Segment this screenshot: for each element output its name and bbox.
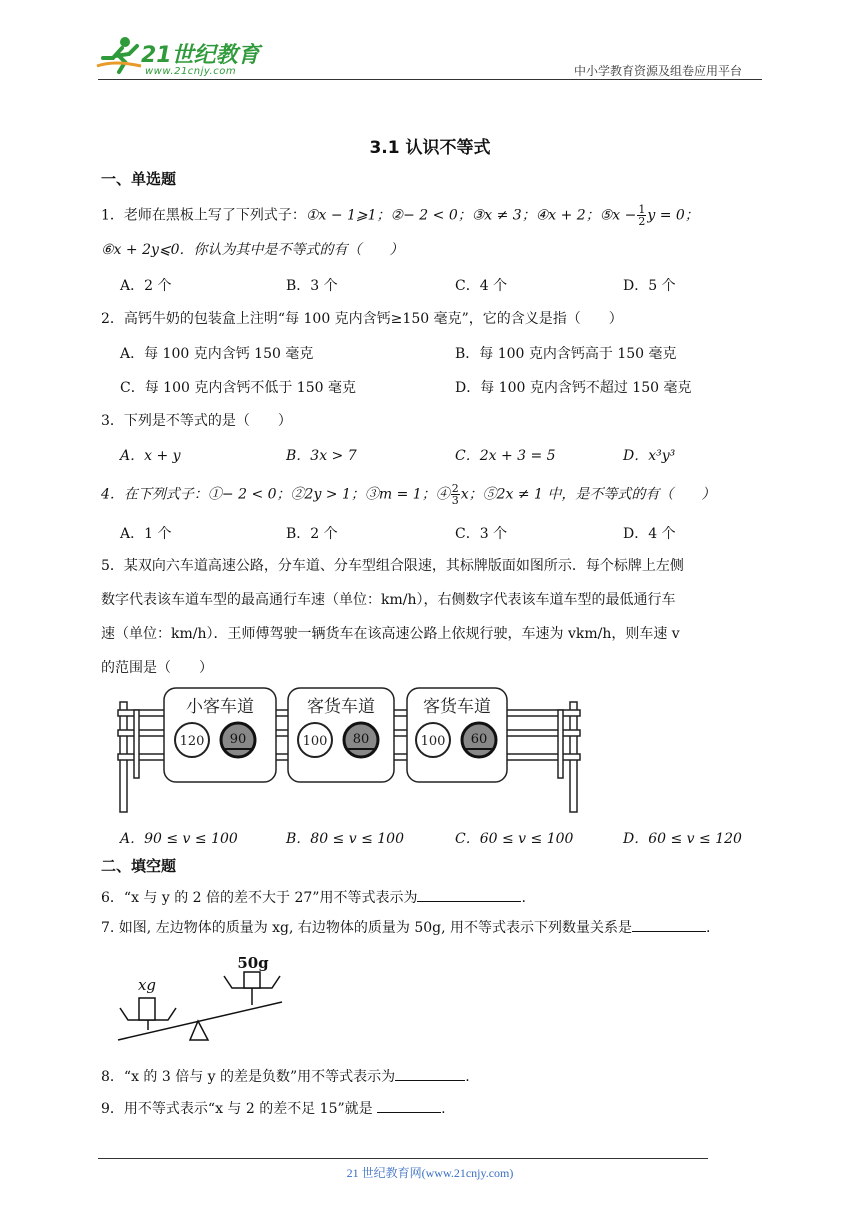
q5-option-c: C．60 ≤ v ≤ 100	[455, 831, 574, 847]
sign-1-max: 120	[179, 734, 205, 749]
logo-main-text: 21世纪教育	[141, 43, 260, 68]
q9-answer-blank[interactable]	[377, 1098, 441, 1113]
q4-option-b: B．2 个	[286, 526, 338, 542]
q7-answer-blank[interactable]	[632, 917, 706, 932]
section-single-choice: 一、单选题	[101, 170, 177, 188]
balance-right-label: 50g	[237, 954, 269, 972]
q5-option-d: D．60 ≤ v ≤ 120	[623, 831, 742, 847]
q1-item-5-rest: y = 0；	[647, 207, 699, 224]
sign-2-min: 80	[352, 732, 370, 747]
balance-scale-figure	[110, 948, 290, 1048]
sign-2-max: 100	[302, 734, 328, 749]
q2-option-c: C．每 100 克内含钙不低于 150 毫克	[120, 380, 356, 396]
q4-prefix: 4．在下列式子：①− 2 < 0；②2y > 1；③m = 1；④	[101, 486, 450, 503]
logo	[95, 36, 265, 80]
question-9: 9．用不等式表示“x 与 2 的差不足 15”就是 .	[101, 1098, 446, 1119]
q1-number: 1．	[101, 207, 124, 224]
sign-3-min: 60	[470, 732, 488, 747]
q9-text: 9．用不等式表示“x 与 2 的差不足 15”就是	[101, 1101, 378, 1117]
q7-text: 7. 如图, 左边物体的质量为 xg, 右边物体的质量为 50g, 用不等式表示下列数量关系是	[101, 920, 633, 936]
speed-limit-signs-figure	[110, 682, 590, 814]
q2-option-b: B．每 100 克内含钙高于 150 毫克	[455, 346, 677, 362]
q2-option-a: A．每 100 克内含钙 150 毫克	[120, 346, 314, 362]
q1-item-5: ⑤x −	[599, 207, 637, 224]
q4-option-d: D．4 个	[623, 526, 676, 542]
q4-option-c: C．3 个	[455, 526, 508, 542]
header-divider	[98, 79, 762, 80]
q1-option-a: A．2 个	[120, 278, 172, 294]
q1-prefix: 老师在黑板上写了下列式子：	[123, 207, 306, 224]
question-2: 2．高钙牛奶的包装盒上注明“每 100 克内含钙≥150 毫克”，它的含义是指（ ）	[101, 311, 623, 327]
runner-logo-icon	[95, 36, 145, 76]
balance-left-label: xg	[137, 976, 157, 994]
question-8: 8．“x 的 3 倍与 y 的差是负数”用不等式表示为 .	[101, 1066, 470, 1087]
q1-option-c: C．4 个	[455, 278, 508, 294]
q1-option-b: B．3 个	[286, 278, 338, 294]
question-4	[101, 483, 715, 506]
footer-text: 21 世纪教育网(www.21cnjy.com)	[346, 1166, 514, 1180]
q4-option-a: A．1 个	[120, 526, 172, 542]
sign-3-label: 客货车道	[423, 697, 491, 717]
q1-fraction: $\frac{1}{2}$	[638, 203, 646, 228]
sign-1-label: 小客车道	[186, 697, 254, 717]
sign-2-label: 客货车道	[307, 697, 375, 717]
platform-name: 中小学教育资源及组卷应用平台	[574, 64, 743, 78]
question-5-line4: 的范围是（ ）	[101, 660, 213, 676]
q1-item-1: ①x − 1⩾1；	[305, 207, 391, 224]
question-7: 7. 如图, 左边物体的质量为 xg, 右边物体的质量为 50g, 用不等式表示下列数量关系是 .	[101, 917, 711, 938]
q3-option-d: D．x³y³	[623, 448, 676, 464]
q6-answer-blank[interactable]	[417, 887, 521, 902]
q1-item-3: ③x ≠ 3；	[471, 207, 536, 224]
q4-fraction: $\frac{2}{3}$	[451, 482, 459, 507]
q3-option-a: A．x + y	[120, 448, 181, 464]
page-title: 3.1 认识不等式	[369, 138, 491, 158]
question-6: 6．“x 与 y 的 2 倍的差不大于 27”用不等式表示为 .	[101, 887, 526, 908]
q1-item-4: ④x + 2；	[535, 207, 600, 224]
q4-suffix: x；⑤2x ≠ 1 中，是不等式的有（ ）	[460, 486, 716, 503]
question-5-line1: 5．某双向六车道高速公路，分车道、分车型组合限速，其标牌版面如图所示．每个标牌上左侧	[101, 558, 684, 574]
question-3: 3．下列是不等式的是（ ）	[101, 413, 292, 429]
q8-text: 8．“x 的 3 倍与 y 的差是负数”用不等式表示为	[101, 1069, 396, 1085]
section-fill-blank: 二、填空题	[101, 857, 177, 875]
question-5-line2: 数字代表该车道车型的最高通行车速（单位：km/h），右侧数字代表该车道车型的最低通行车	[101, 592, 676, 608]
logo-url-text: www.21cnjy.com	[145, 66, 237, 77]
q8-answer-blank[interactable]	[395, 1066, 465, 1081]
q6-text: 6．“x 与 y 的 2 倍的差不大于 27”用不等式表示为	[101, 890, 418, 906]
q1-item-2: ②− 2 < 0；	[390, 207, 472, 224]
q5-option-b: B．80 ≤ v ≤ 100	[286, 831, 404, 847]
question-1-line1	[101, 204, 699, 227]
q1-option-d: D．5 个	[623, 278, 676, 294]
sign-1-min: 90	[229, 732, 247, 747]
sign-3-max: 100	[420, 734, 446, 749]
q3-option-b: B．3x > 7	[286, 448, 357, 464]
question-5-line3: 速（单位：km/h）．王师傅驾驶一辆货车在该高速公路上依规行驶，车速为 vkm/h，则车速 v	[101, 626, 680, 642]
q3-option-c: C．2x + 3 = 5	[455, 448, 556, 464]
question-1-line2: ⑥x + 2y⩽0．你认为其中是不等式的有（ ）	[101, 242, 404, 258]
q5-option-a: A．90 ≤ v ≤ 100	[120, 831, 238, 847]
q2-option-d: D．每 100 克内含钙不超过 150 毫克	[455, 380, 692, 396]
footer-divider	[98, 1158, 708, 1159]
